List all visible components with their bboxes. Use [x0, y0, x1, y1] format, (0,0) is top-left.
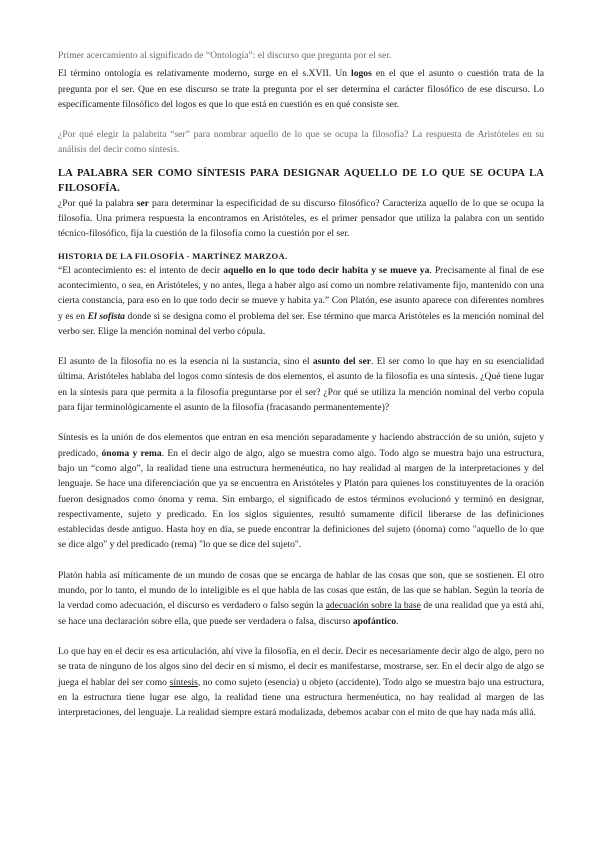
paragraph-ontology-definition: [58, 66, 544, 112]
subtitle-why-ser: ¿Por qué elegir la palabrita “ser” para nombrar aquello de lo que se ocupa la filosofía? La respuesta de Aristóteles en su análisis del decir como síntesis.: [58, 129, 544, 156]
text-run: en el que el asunto o cuestión trata de la pregunta por el ser. Que en ese discurso se trate la pregunta por el ser determina el carácter filosófico de ese discurso. Lo específicamente filosófico del logos es que lo que está en cuestión es en qué consiste ser.: [58, 68, 544, 110]
text-run: para determinar la especificidad de su discurso filosófico? Caracteriza aquello de lo que se ocupa la filosofía. Una primera respuesta la encontramos en Aristóteles, es el primer pensador que utiliza la palabra con un sentido técnico-filosófico, fija la cuestión de la filosofía como la cuestión por el ser.: [58, 197, 544, 240]
document-page: [58, 48, 544, 720]
paragraph-asunto-del-ser: [58, 354, 544, 415]
text-run: Platón habla así míticamente de un mundo de cosas que se encarga de hablar de las cosas que son, que se sostienen. El otro mundo, por lo tanto, el mundo de lo inteligible es el que habla de las cosas que están, de las que se hablan. Según la teoría de la verdad como adecuación, el discurso es verdadero o falso según la: [58, 569, 544, 612]
text-run: , no como sujeto (esencia) u objeto (accidente). Todo algo se muestra bajo una estructura, en la estructura tiene lugar ese algo, la realidad tiene una estructura hermenéutica, no hay realidad al margen de las interpretaciones, del lenguaje. La realidad siempre estará modalizada, debemos acabar con el mito de que hay nada más allá.: [58, 676, 544, 719]
paragraph-sintesis: [58, 430, 544, 552]
text-run: . Precisamente al final de ese acontecimiento, o sea, en Aristóteles, y no antes, llega a haber algo así como un nombre relativamente fijo, mantenido con una cierta constancia, para eso en lo que todo decir se mueve y habita ya.” Con Platón, ese asunto aparece con diferentes nombres y es en: [58, 264, 544, 322]
text-run: Síntesis es la unión de dos elementos que entran en esa mención separadamente y haciendo abstracción de su unión, sujeto y predicado,: [58, 432, 544, 459]
text-run: El término ontología es relativamente moderno, surge en el s.XVII. Un: [58, 68, 352, 80]
bold-term-logos: logos: [351, 68, 372, 80]
paragraph-why-ser: [58, 196, 544, 242]
italic-title-el-sofista: El sofista: [87, 310, 125, 322]
bold-term-ser: ser: [136, 197, 150, 209]
text-run: “El acontecimiento es: el intento de decir: [58, 264, 224, 276]
heading-palabra-ser: LA PALABRA SER COMO SÍNTESIS PARA DESIGNAR AQUELLO DE LO QUE SE OCUPA LA FILOSOFÍA.: [58, 167, 544, 194]
paragraph-decir: [58, 644, 544, 720]
text-run: donde si se designa como el problema del ser. Ese término que marca Aristóteles es la mención nominal del verbo ser. Elige la mención nominal del verbo cópula.: [58, 310, 544, 337]
paragraph-platon: [58, 568, 544, 629]
text-run: de una realidad que ya está ahí, se hace una declaración sobre ella, que puede ser verdadera o falsa, discurso: [58, 600, 544, 627]
underlined-sintesis: síntesis: [169, 676, 198, 688]
subtitle-ontology: Primer acercamiento al significado de “Ontología”: el discurso que pregunta por el ser.: [58, 50, 392, 61]
paragraph-acontecimiento: [58, 263, 544, 339]
bold-quote: aquello en lo que todo decir habita y se mueve ya: [223, 264, 430, 276]
underlined-adecuacion: adecuación sobre la base: [325, 600, 421, 612]
bold-term-asunto-del-ser: asunto del ser: [312, 356, 372, 368]
text-run: . El ser como lo que hay en su esencialidad última. Aristóteles hablaba del logos como síntesis de dos elementos, el asunto de la filosofía es una síntesis. ¿Qué tiene lugar en la síntesis para que permita a la filosofía preguntarse por el ser? ¿Por qué se utiliza la mención nominal del verbo copula para fijar terminológicamente el asunto de la filosofía (fracasando permanentemente)?: [58, 356, 544, 414]
text-run: ¿Por qué la palabra: [58, 197, 137, 209]
bold-term-onoma-rema: ónoma y rema: [101, 447, 162, 459]
text-run: . En el decir algo de algo, algo se muestra como algo. Todo algo se muestra bajo una estructura, bajo un “como algo”, la realidad tiene una estructura hermenéutica, no hay realidad al margen de la interpretaciones y del lenguaje. Se hace una diferenciación que ya se encuentra en Aristóteles y Platón para quienes los constituyentes de la oración fueron designados como ónoma y rema. Sin embargo, el significado de estos términos evolucionó y terminó en designar, respectivamente, sujeto y predicado. En los siglos siguientes, resultó sumamente difícil liberarse de las definiciones establecidas desde antiguo. Hasta hoy en día, se puede encontrar la definiciones del sujeto (ónoma) como "aquello de lo que se dice algo" y del predicado (rema) "lo que se dice del sujeto".: [58, 447, 544, 551]
text-run: El asunto de la filosofía no es la esencia ni la sustancia, sino el: [58, 356, 313, 368]
text-run: .: [396, 615, 399, 627]
text-run: Lo que hay en el decir es esa articulación, ahí vive la filosofía, en el decir. Decir es necesariamente decir algo de algo, pero no se trata de ninguno de los algos sino del decir en sí mismo, el decir es manifestarse, mostrarse, ser. En el decir algo de algo se juega el hablar del ser como: [58, 645, 544, 688]
bold-term-apofantico: apofántico: [352, 615, 397, 627]
heading-historia-filosofia: HISTORIA DE LA FILOSOFÍA - MARTÍNEZ MARZOA.: [58, 250, 288, 261]
